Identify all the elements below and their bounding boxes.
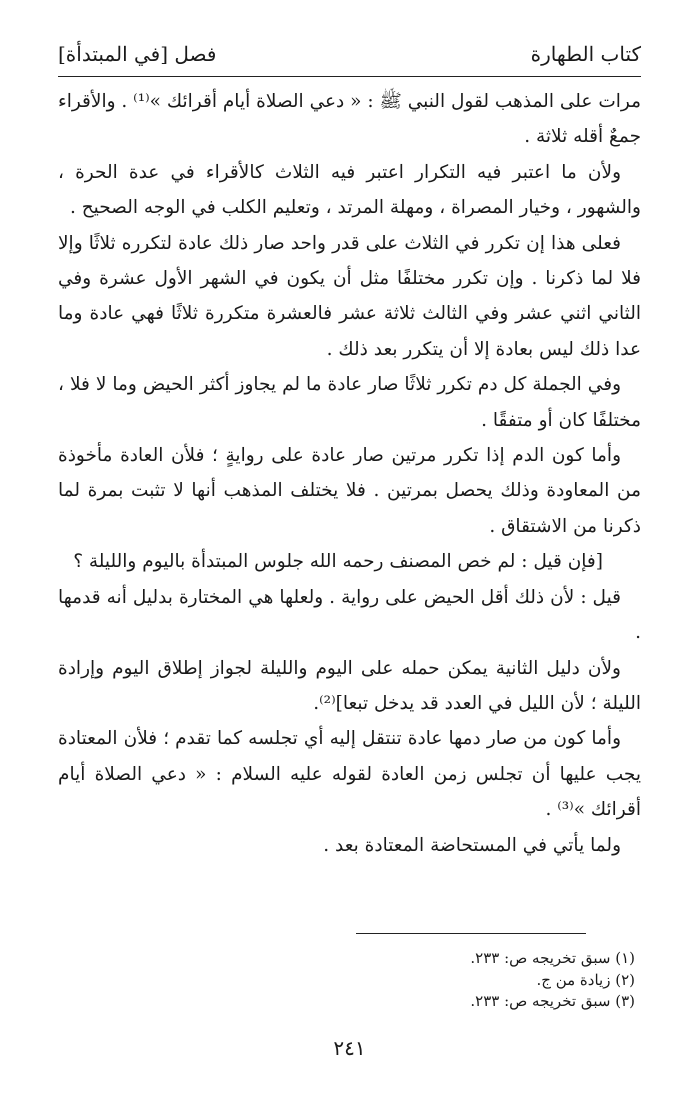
paragraph: وأما كون من صار دمها عادة تنتقل إليه أي تجلسه كما تقدم ؛ فلأن المعتادة يجب عليها أن تجلس زمن العادة لقوله عليه السلام : « دعي الصلاة أيام أقرائك »⁽³⁾ . — [58, 728, 641, 821]
page-number: ٢٤١ — [333, 1036, 366, 1060]
question-paragraph: [فإن قيل : لم خص المصنف رحمه الله جلوس المبتدأة باليوم والليلة ؟ — [73, 551, 603, 573]
footnotes — [58, 948, 641, 1013]
chapter-title: فصل [في المبتدأة] — [58, 42, 217, 66]
running-header — [58, 34, 641, 74]
answer-paragraph: قيل : لأن ذلك أقل الحيض على رواية . ولعلها هي المختارة بدليل أنه قدمها . — [58, 586, 641, 644]
paragraph: مرات على المذهب لقول النبي ﷺ : « دعي الصلاة أيام أقرائك »⁽¹⁾ . والأقراء جمعٌ أقله ثلاثة . — [58, 91, 641, 148]
paragraph: فعلى هذا إن تكرر في الثلاث على قدر واحد صار ذلك عادة لتكرره ثلاثًا وإلا فلا لما ذكرنا . وإن تكرر مختلفًا مثل أن يكون في الشهر الأول عشرة وفي الثاني اثني عشر وفي الثالث ثلاثة عشر فالعشرة متكررة ثلاثًا فهي عادة وما عدا ذلك ليس بعادة إلا أن يتكرر بعد ذلك . — [58, 232, 641, 360]
main-text — [58, 84, 641, 863]
book-title: كتاب الطهارة — [530, 42, 641, 66]
footnote-3: (٣) سبق تخريجه ص: ٢٣٣. — [470, 992, 635, 1010]
footnote-1: (١) سبق تخريجه ص: ٢٣٣. — [470, 949, 635, 967]
footnote-divider — [356, 933, 586, 934]
footnote-2: (٢) زيادة من ج. — [536, 970, 635, 989]
header-divider — [58, 76, 641, 77]
paragraph: وأما كون الدم إذا تكرر مرتين صار عادة على روايةٍ ؛ فلأن العادة مأخوذة من المعاودة وذلك يحصل بمرتين . فلا يختلف المذهب أنها لا تثبت بمرة لما ذكرنا من الاشتقاق . — [58, 445, 641, 537]
paragraph: وفي الجملة كل دم تكرر ثلاثًا صار عادة ما لم يجاوز أكثر الحيض وما لا فلا ، مختلفًا كان أو متفقًا . — [58, 374, 641, 431]
paragraph: ولما يأتي في المستحاضة المعتادة بعد . — [323, 834, 621, 856]
paragraph: ولأن دليل الثانية يمكن حمله على اليوم والليلة لجواز إطلاق اليوم وإرادة الليلة ؛ لأن الليل في العدد قد يدخل تبعا]⁽²⁾. — [58, 657, 641, 714]
paragraph: ولأن ما اعتبر فيه التكرار اعتبر فيه الثلاث كالأقراء في عدة الحرة ، والشهور ، وخيار المصراة ، ومهلة المرتد ، وتعليم الكلب في الوجه الصحيح . — [58, 161, 641, 219]
